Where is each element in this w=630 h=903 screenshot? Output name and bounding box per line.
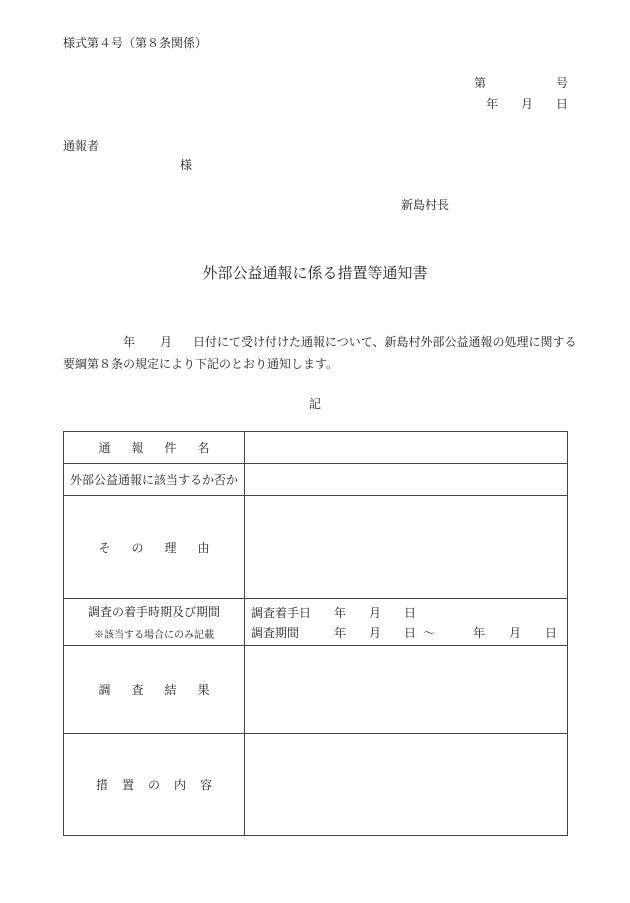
period-end-year: 年: [473, 626, 486, 640]
body-line-1-text: 日付にて受け付けた通報について、新島村外部公益通報の処理に関する: [193, 335, 577, 349]
period-end-month: 月: [509, 626, 522, 640]
period-tilde: ～: [423, 626, 436, 640]
start-year: 年: [334, 606, 347, 620]
investigation-period-line: [251, 622, 567, 642]
case-name-label: 通報件名: [64, 432, 245, 464]
issue-date-year: 年: [486, 97, 499, 111]
reporter-label: 通報者: [63, 139, 100, 153]
period-end-day: 日: [545, 626, 558, 640]
issuer-name: 新島村長: [401, 198, 450, 212]
reason-label: その理由: [64, 496, 245, 599]
notice-table: [63, 431, 568, 836]
issue-date-day: 日: [556, 97, 569, 111]
document-number-suffix: 号: [556, 76, 569, 90]
applicable-value: [245, 464, 568, 496]
form-number: 様式第４号（第８条関係）: [63, 36, 208, 50]
period-start-day: 日: [404, 626, 417, 640]
table-row-applicable: [64, 464, 568, 496]
case-name-value: [245, 432, 568, 464]
investigation-start-line: [251, 602, 567, 622]
investigation-note: ※該当する場合にのみ記載: [94, 630, 214, 641]
table-row-case-name: [64, 432, 568, 464]
body-month: 月: [160, 335, 173, 349]
result-value: [245, 646, 568, 734]
body-line-2: 要綱第８条の規定により下記のとおり通知します。: [63, 357, 339, 371]
start-month: 月: [369, 606, 382, 620]
table-row-measures: [64, 734, 568, 836]
period-start-year: 年: [334, 626, 347, 640]
result-label: 調査結果: [64, 646, 245, 734]
measures-value: [245, 734, 568, 836]
period-start-month: 月: [369, 626, 382, 640]
start-day: 日: [404, 606, 417, 620]
document-title: 外部公益通報に係る措置等通知書: [202, 264, 428, 282]
table-row-reason: [64, 496, 568, 599]
reporter-honorific: 様: [180, 158, 193, 172]
issue-date-month: 月: [521, 97, 534, 111]
investigation-period-label: 調査期間: [251, 626, 300, 640]
measures-label: 措置の内容: [64, 734, 245, 836]
document-number-label: 第: [474, 76, 487, 90]
body-year: 年: [123, 335, 136, 349]
applicable-label: 外部公益通報に該当するか否か: [64, 464, 245, 496]
investigation-value: [245, 599, 568, 646]
reason-value: [245, 496, 568, 599]
ki-heading: 記: [308, 397, 321, 411]
investigation-label: 調査の着手時期及び期間 ※該当する場合にのみ記載: [64, 599, 245, 646]
table-row-result: [64, 646, 568, 734]
investigation-start-label: 調査着手日: [251, 606, 312, 620]
table-row-investigation: [64, 599, 568, 646]
